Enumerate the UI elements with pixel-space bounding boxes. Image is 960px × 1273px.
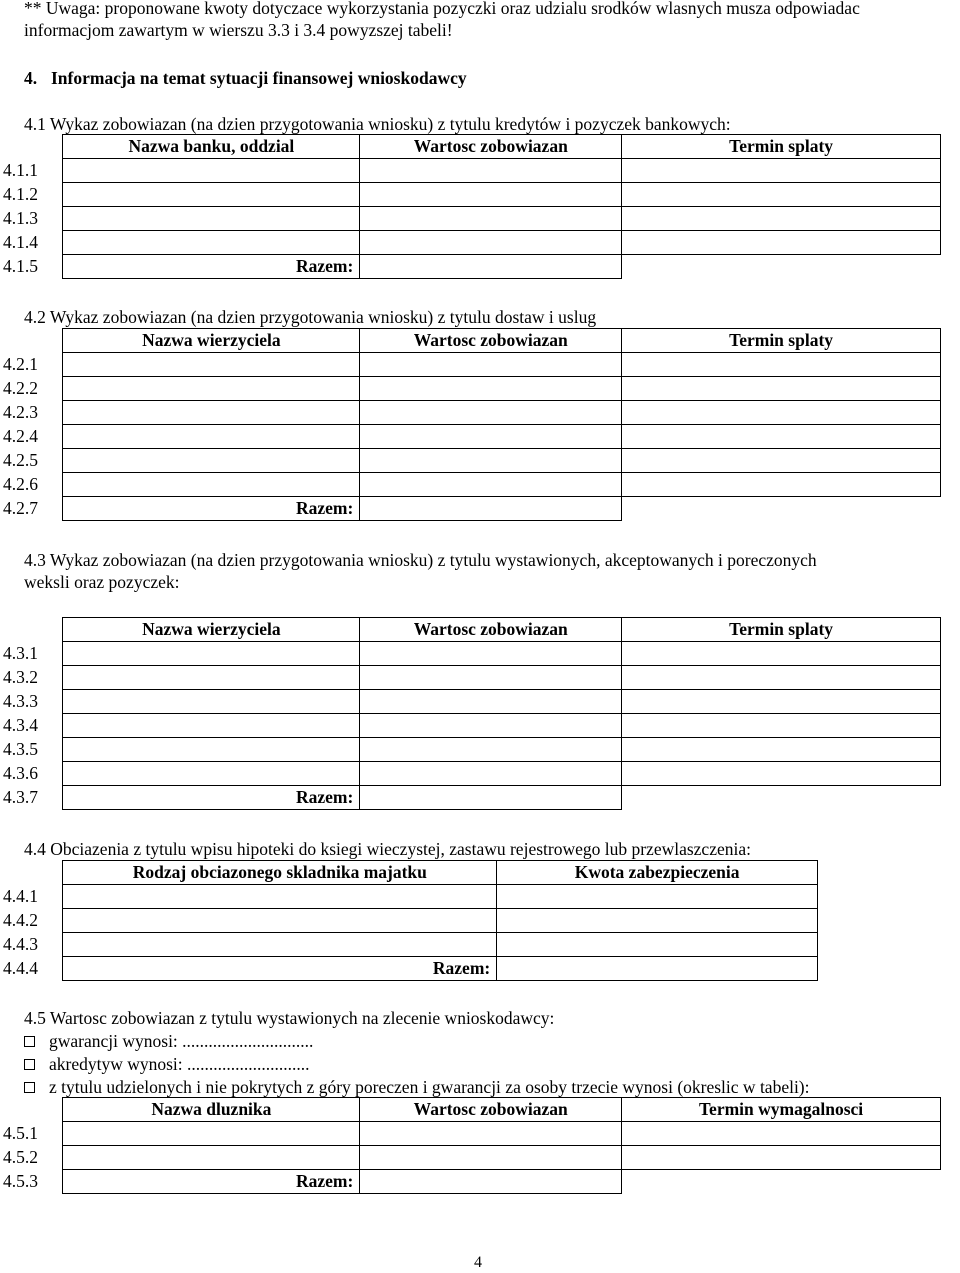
value-cell[interactable] (360, 425, 622, 449)
value-cell[interactable] (360, 738, 622, 762)
table-header-row (0, 135, 941, 159)
encumbrances-table (0, 860, 818, 981)
value-cell[interactable] (360, 353, 622, 377)
due-cell[interactable] (622, 183, 941, 207)
creditor-cell[interactable] (63, 642, 360, 666)
table-row (0, 449, 941, 473)
section-4-5-caption: 4.5 Wartosc zobowiazan z tytulu wystawionych na zlecenie wnioskodawcy: (24, 1008, 555, 1028)
col-header-due: Termin splaty (622, 618, 941, 642)
creditor-cell[interactable] (63, 690, 360, 714)
asset-cell[interactable] (63, 909, 497, 933)
row-number: 4.3.6 (3, 763, 38, 783)
table-row (0, 642, 941, 666)
row-number: 4.5.1 (3, 1123, 38, 1143)
total-row (0, 786, 941, 810)
value-cell[interactable] (360, 690, 622, 714)
total-row (0, 255, 941, 279)
creditor-cell[interactable] (63, 401, 360, 425)
total-value-cell[interactable] (360, 255, 622, 279)
row-number: 4.1.1 (3, 160, 38, 180)
row-number: 4.3.2 (3, 667, 38, 687)
section-4-1-caption: 4.1 Wykaz zobowiazan (na dzien przygotowania wniosku) z tytulu kredytów i pozyczek bankowych: (24, 114, 731, 134)
row-number: 4.2.6 (3, 474, 38, 494)
total-value-cell[interactable] (360, 786, 622, 810)
col-header-value: Wartosc zobowiazan (360, 329, 622, 353)
total-label: Razem: (63, 255, 360, 279)
table-row (0, 714, 941, 738)
checkbox-guarantees[interactable] (24, 1036, 35, 1047)
table-row (0, 401, 941, 425)
row-number: 4.2.5 (3, 450, 38, 470)
table-row (0, 207, 941, 231)
col-header-value: Wartosc zobowiazan (360, 135, 622, 159)
creditor-cell[interactable] (63, 738, 360, 762)
col-header-creditor: Nazwa wierzyciela (63, 329, 360, 353)
table-row (0, 666, 941, 690)
table-row (0, 933, 818, 957)
due-cell[interactable] (622, 714, 941, 738)
creditor-cell[interactable] (63, 473, 360, 497)
value-cell[interactable] (360, 207, 622, 231)
row-number: 4.3.4 (3, 715, 38, 735)
creditor-cell[interactable] (63, 425, 360, 449)
total-label: Razem: (63, 957, 497, 981)
total-amount-cell[interactable] (497, 957, 818, 981)
bank-loans-table (0, 134, 941, 279)
value-cell[interactable] (360, 762, 622, 786)
row-number: 4.2.1 (3, 354, 38, 374)
row-number: 4.1.3 (3, 208, 38, 228)
checkbox-item-letters-of-credit (24, 1053, 310, 1075)
asset-cell[interactable] (63, 933, 497, 957)
row-number: 4.1.2 (3, 184, 38, 204)
creditor-cell[interactable] (63, 353, 360, 377)
col-header-value: Wartosc zobowiazan (360, 618, 622, 642)
due-cell[interactable] (622, 207, 941, 231)
total-row (0, 1170, 941, 1194)
col-header-maturity: Termin wymagalnosci (622, 1098, 941, 1122)
due-cell[interactable] (622, 377, 941, 401)
row-number: 4.3.1 (3, 643, 38, 663)
col-header-creditor: Nazwa wierzyciela (63, 618, 360, 642)
creditor-cell[interactable] (63, 762, 360, 786)
total-label: Razem: (63, 1170, 360, 1194)
table-row (0, 377, 941, 401)
due-cell[interactable] (622, 425, 941, 449)
creditor-cell[interactable] (63, 666, 360, 690)
total-value-cell[interactable] (360, 1170, 622, 1194)
bills-loans-table (0, 617, 941, 810)
table-row (0, 473, 941, 497)
creditor-cell[interactable] (63, 714, 360, 738)
checkbox-item-guarantees (24, 1030, 313, 1052)
value-cell[interactable] (360, 714, 622, 738)
due-cell[interactable] (622, 231, 941, 255)
table-row (0, 690, 941, 714)
value-cell[interactable] (360, 473, 622, 497)
table-row (0, 885, 818, 909)
col-header-debtor: Nazwa dluznika (63, 1098, 360, 1122)
value-cell[interactable] (360, 666, 622, 690)
section-4-heading (24, 67, 467, 89)
row-number: 4.2.4 (3, 426, 38, 446)
table-row (0, 762, 941, 786)
due-cell[interactable] (622, 473, 941, 497)
row-number: 4.4.3 (3, 934, 38, 954)
debtor-cell[interactable] (63, 1122, 360, 1146)
creditor-cell[interactable] (63, 377, 360, 401)
section-4-number: 4. (24, 68, 38, 88)
table-row (0, 231, 941, 255)
total-row (0, 497, 941, 521)
table-row (0, 909, 818, 933)
row-number: 4.5.2 (3, 1147, 38, 1167)
bank-cell[interactable] (63, 231, 360, 255)
table-header-row (0, 618, 941, 642)
asset-cell[interactable] (63, 885, 497, 909)
value-cell[interactable] (360, 1122, 622, 1146)
amount-cell[interactable] (497, 885, 818, 909)
third-party-guarantees-table (0, 1097, 941, 1194)
value-cell[interactable] (360, 642, 622, 666)
checkbox-label: gwarancji wynosi: .............................. (49, 1031, 314, 1051)
value-cell[interactable] (360, 401, 622, 425)
row-number: 4.4.1 (3, 886, 38, 906)
amount-cell[interactable] (497, 909, 818, 933)
bank-cell[interactable] (63, 159, 360, 183)
table-row (0, 183, 941, 207)
section-4-3-caption-line2: weksli oraz pozyczek: (24, 572, 180, 592)
value-cell[interactable] (360, 231, 622, 255)
due-cell[interactable] (622, 642, 941, 666)
total-label: Razem: (63, 786, 360, 810)
supplier-liabilities-table (0, 328, 941, 521)
value-cell[interactable] (360, 449, 622, 473)
table-row (0, 353, 941, 377)
col-header-value: Wartosc zobowiazan (360, 1098, 622, 1122)
due-cell[interactable] (622, 449, 941, 473)
section-4-title: Informacja na temat sytuacji finansowej wnioskodawcy (51, 68, 467, 88)
maturity-cell[interactable] (622, 1146, 941, 1170)
value-cell[interactable] (360, 183, 622, 207)
table-header-row (0, 861, 818, 885)
col-header-bank: Nazwa banku, oddzial (63, 135, 360, 159)
row-number: 4.1.4 (3, 232, 38, 252)
checkbox-letters-of-credit[interactable] (24, 1059, 35, 1070)
col-header-security-amount: Kwota zabezpieczenia (497, 861, 818, 885)
col-header-due: Termin splaty (622, 329, 941, 353)
due-cell[interactable] (622, 353, 941, 377)
table-header-row (0, 329, 941, 353)
col-header-asset-type: Rodzaj obciazonego skladnika majatku (63, 861, 497, 885)
amount-cell[interactable] (497, 933, 818, 957)
table-row (0, 1122, 941, 1146)
warning-note: ** Uwaga: proponowane kwoty dotyczace wykorzystania pozyczki oraz udzialu srodków wlasnych musza odpowiadac informacjom zawartym w wierszu 3.3 i 3.4 powyzszej tabeli! (24, 0, 860, 40)
bank-cell[interactable] (63, 207, 360, 231)
value-cell[interactable] (360, 159, 622, 183)
row-number: 4.2.7 (3, 498, 38, 518)
row-number: 4.4.4 (3, 958, 38, 978)
section-4-3-caption-line1: 4.3 Wykaz zobowiazan (na dzien przygotowania wniosku) z tytulu wystawionych, akceptowanych i poreczonych (24, 550, 817, 570)
checkbox-label: z tytulu udzielonych i nie pokrytych z góry poreczen i gwarancji za osoby trzecie wynosi (okreslic w tabeli): (49, 1077, 810, 1097)
checkbox-item-third-party (24, 1076, 810, 1098)
debtor-cell[interactable] (63, 1146, 360, 1170)
total-value-cell[interactable] (360, 497, 622, 521)
table-row (0, 1146, 941, 1170)
table-row (0, 159, 941, 183)
col-header-due: Termin splaty (622, 135, 941, 159)
total-row (0, 957, 818, 981)
row-number: 4.2.2 (3, 378, 38, 398)
row-number: 4.3.5 (3, 739, 38, 759)
row-number: 4.5.3 (3, 1171, 38, 1191)
table-row (0, 738, 941, 762)
row-number: 4.3.7 (3, 787, 38, 807)
creditor-cell[interactable] (63, 449, 360, 473)
checkbox-third-party[interactable] (24, 1082, 35, 1093)
row-number: 4.2.3 (3, 402, 38, 422)
table-row (0, 425, 941, 449)
page-number: 4 (474, 1254, 482, 1271)
row-number: 4.4.2 (3, 910, 38, 930)
due-cell[interactable] (622, 159, 941, 183)
value-cell[interactable] (360, 377, 622, 401)
row-number: 4.1.5 (3, 256, 38, 276)
due-cell[interactable] (622, 762, 941, 786)
maturity-cell[interactable] (622, 1122, 941, 1146)
value-cell[interactable] (360, 1146, 622, 1170)
section-4-2-caption: 4.2 Wykaz zobowiazan (na dzien przygotowania wniosku) z tytulu dostaw i uslug (24, 307, 597, 327)
row-number: 4.3.3 (3, 691, 38, 711)
due-cell[interactable] (622, 666, 941, 690)
due-cell[interactable] (622, 738, 941, 762)
bank-cell[interactable] (63, 183, 360, 207)
table-header-row (0, 1098, 941, 1122)
section-4-4-caption: 4.4 Obciazenia z tytulu wpisu hipoteki do ksiegi wieczystej, zastawu rejestrowego lub przewlaszczenia: (24, 839, 751, 859)
checkbox-label: akredytyw wynosi: ............................ (49, 1054, 310, 1074)
due-cell[interactable] (622, 690, 941, 714)
total-label: Razem: (63, 497, 360, 521)
due-cell[interactable] (622, 401, 941, 425)
